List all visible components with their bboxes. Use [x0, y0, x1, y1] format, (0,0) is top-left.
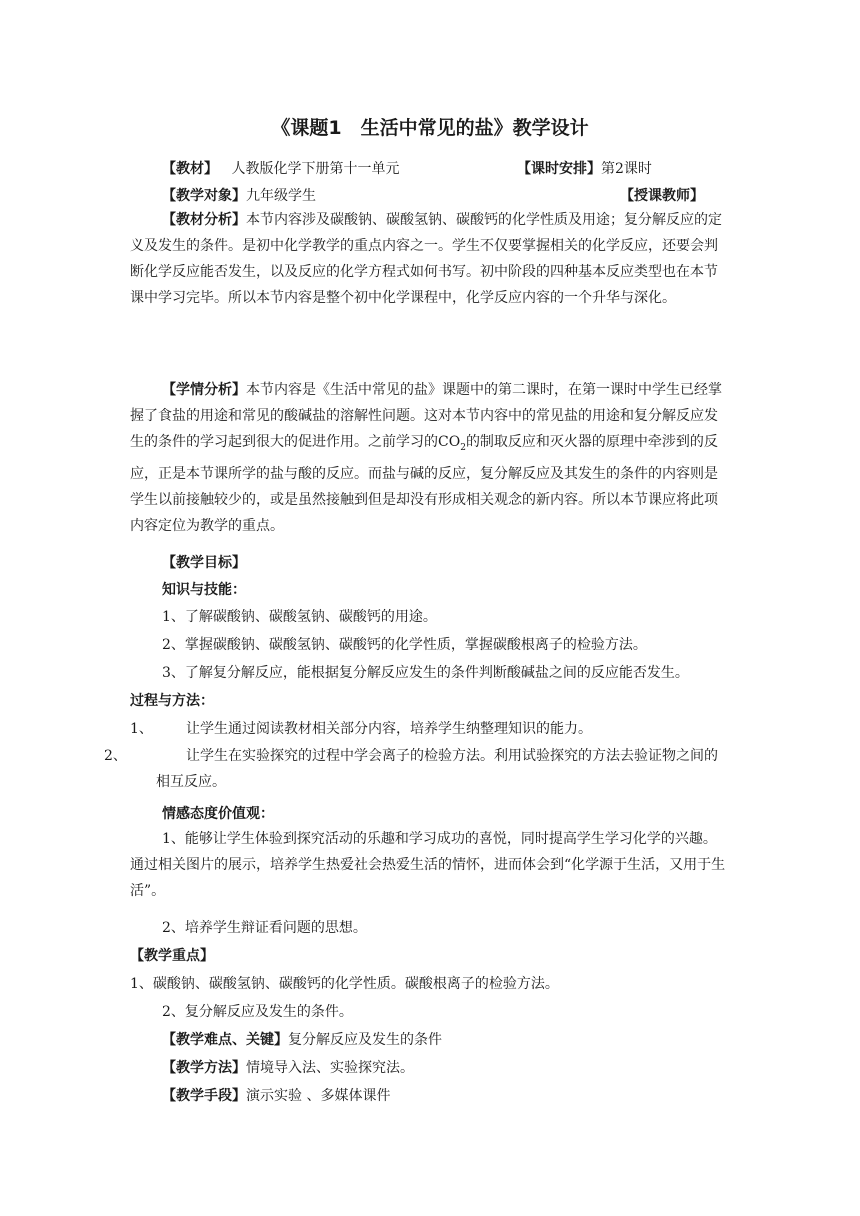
emotion-label: 情感态度价值观： — [162, 806, 274, 822]
keypoints-heading-row — [130, 946, 730, 966]
method-text: 情境导入法、实验探究法。 — [246, 1060, 414, 1076]
emotion-item-text: 2、培养学生辩证看问题的思想。 — [162, 920, 367, 936]
process-item-text: 让学生在实验探究的过程中学会离子的检验方法。利用试验探究的方法去验证物之间的相互反应。 — [156, 748, 718, 790]
analysis-label: 【教材分析】 — [162, 212, 246, 228]
emotion-item — [130, 826, 730, 904]
knowledge-item-text: 2、掌握碳酸钠、碳酸氢钠、碳酸钙的化学性质，掌握碳酸根离子的检验方法。 — [162, 637, 647, 653]
target-value: 九年级学生 — [246, 188, 316, 204]
process-item — [130, 719, 730, 739]
process-heading-row — [130, 691, 730, 711]
method-label: 【教学方法】 — [162, 1060, 246, 1076]
material-row — [130, 159, 730, 179]
means-text: 演示实验 、多媒体课件 — [246, 1088, 391, 1104]
means-row — [130, 1086, 730, 1106]
knowledge-item — [130, 663, 730, 683]
keypoint-item-text: 2、复分解反应及发生的条件。 — [162, 1004, 353, 1020]
knowledge-item — [130, 635, 730, 655]
student-text-b: 的制取反应和灭火器的原理中牵涉到的反应，正是本节课所学的盐与酸的反应。而盐与碱的反应，复分解反应及其发生的条件的内容则是学生以前接触较少的，或是虽然接触到但是却没有形成相关观念的新内容。所以本节课应将此项内容定位为教学的重点。 — [130, 434, 718, 534]
goals-heading-row — [130, 553, 730, 573]
schedule-label: 【课时安排】 — [517, 161, 601, 177]
keypoints-label: 【教学重点】 — [130, 948, 214, 964]
process-item — [104, 743, 730, 795]
analysis-text: 本节内容涉及碳酸钠、碳酸氢钠、碳酸钙的化学性质及用途；复分解反应的定义及发生的条件。是初中化学教学的重点内容之一。学生不仅要掌握相关的化学反应，还要会判断化学反应能否发生，以及反应的化学方程式如何书写。初中阶段的四种基本反应类型也在本节课中学习完毕。所以本节内容是整个初中化学课程中，化学反应内容的一个升华与深化。 — [130, 212, 722, 306]
emotion-heading-row — [130, 804, 730, 824]
material-value: 人教版化学下册第十一单元 — [231, 161, 400, 177]
teacher-label: 【授课教师】 — [620, 188, 704, 204]
process-label: 过程与方法： — [130, 693, 214, 709]
keypoint-item — [130, 1002, 730, 1022]
knowledge-item — [130, 607, 730, 627]
difficulty-label: 【教学难点、关键】 — [162, 1032, 288, 1048]
material-analysis — [130, 207, 730, 311]
knowledge-item-text: 3、了解复分解反应，能根据复分解反应发生的条件判断酸碱盐之间的反应能否发生。 — [162, 665, 689, 681]
target-label: 【教学对象】 — [162, 188, 246, 204]
co2-subscript: 2 — [460, 442, 466, 453]
method-row — [130, 1058, 730, 1078]
knowledge-item-text: 1、了解碳酸钠、碳酸氢钠、碳酸钙的用途。 — [162, 609, 437, 625]
difficulty-text: 复分解反应及发生的条件 — [288, 1032, 442, 1048]
student-label: 【学情分析】 — [162, 382, 246, 398]
student-analysis — [130, 377, 730, 539]
keypoint-item-text: 1、碳酸钠、碳酸氢钠、碳酸钙的化学性质。碳酸根离子的检验方法。 — [130, 976, 559, 992]
schedule-value: 第2课时 — [601, 161, 652, 177]
document-title: 《课题1 生活中常见的盐》教学设计 — [271, 117, 589, 139]
process-item-text: 让学生通过阅读教材相关部分内容，培养学生纳整理知识的能力。 — [186, 721, 592, 737]
knowledge-heading-row — [130, 580, 730, 600]
student-text-a: 本节内容是《生活中常见的盐》课题中的第二课时，在第一课时中学生已经掌握了食盐的用途和常见的酸碱盐的溶解性问题。这对本节内容中的常见盐的用途和复分解反应发生的条件的学习起到很大的促进作用。之前学习的CO — [130, 382, 722, 450]
material-label: 【教材】 — [162, 161, 218, 177]
means-label: 【教学手段】 — [162, 1088, 246, 1104]
difficulty-row — [130, 1030, 730, 1050]
goals-label: 【教学目标】 — [162, 555, 246, 571]
emotion-item-text: 1、能够让学生体验到探究活动的乐趣和学习成功的喜悦，同时提高学生学习化学的兴趣。通过相关图片的展示，培养学生热爱社会热爱生活的情怀，进而体会到“化学源于生活，又用于生活”。 — [130, 831, 726, 899]
process-item-number: 1、 — [130, 721, 153, 737]
emotion-item — [130, 918, 730, 938]
target-row — [130, 186, 730, 206]
knowledge-label: 知识与技能： — [162, 582, 246, 598]
process-item-number: 2、 — [104, 748, 127, 764]
keypoint-item — [130, 974, 730, 994]
